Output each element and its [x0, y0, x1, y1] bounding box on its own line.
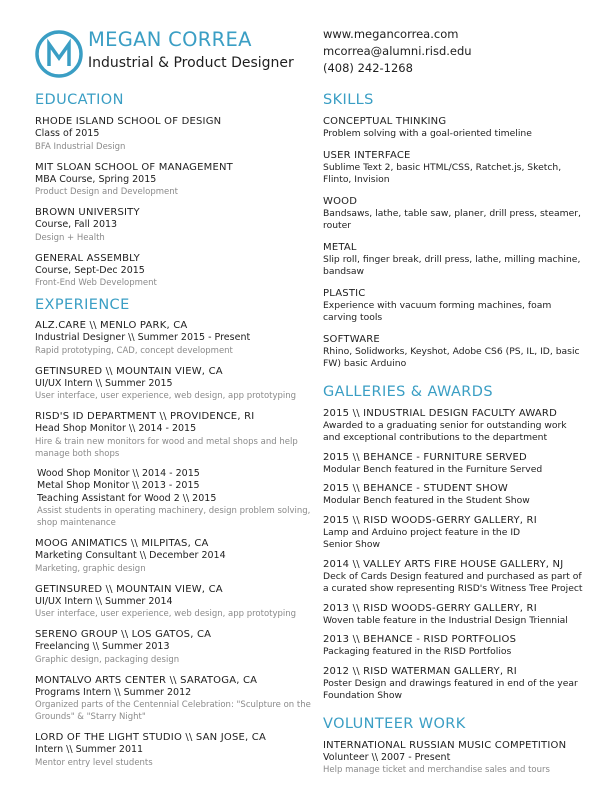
entry-description: Graphic design, packaging design [35, 654, 180, 665]
galleries-heading: GALLERIES & AWARDS [323, 383, 493, 400]
entry-subtitle: Marketing Consultant \\ December 2014 [35, 550, 226, 561]
entry-description: User interface, user experience, web design, app prototyping [35, 391, 297, 401]
experience-heading: EXPERIENCE [35, 297, 130, 313]
entry-subtitle: Wood Shop Monitor \\ 2014 - 2015 Metal Shop Monitor \\ 2013 - 2015 Teaching Assistant for Wood 2 \\ 2015 [37, 467, 217, 504]
entry-subtitle: Programs Intern \\ Summer 2012 [35, 686, 192, 698]
entry-description: BFA Industrial Design [35, 141, 126, 152]
experience-entry [35, 731, 313, 769]
education-heading: EDUCATION [35, 92, 124, 108]
experience-list [35, 319, 313, 769]
award-entry [323, 665, 585, 703]
entry-title: BROWN UNIVERSITY [35, 207, 140, 218]
entry-title: MOOG ANIMATICS \\ MILPITAS, CA [35, 538, 209, 549]
entry-title: 2015 \\ BEHANCE - FURNITURE SERVED [323, 451, 527, 463]
entry-title: 2015 \\ RISD WOODS-GERRY GALLERY, RI [323, 514, 537, 526]
entry-description: Modular Bench featured in the Student Show [323, 495, 530, 506]
entry-description: Organized parts of the Centennial Celebration: "Sculpture on the Grounds" & "Starry Night" [35, 700, 311, 722]
experience-entry [35, 583, 313, 621]
entry-title: USER INTERFACE [323, 149, 411, 161]
entry-description: Marketing, graphic design [35, 563, 146, 574]
entry-title: 2015 \\ INDUSTRIAL DESIGN FACULTY AWARD [323, 407, 557, 419]
education-list [35, 115, 313, 289]
entry-description: Bandsaws, lathe, table saw, planer, drill press, steamer, router [323, 207, 581, 231]
entry-title: MIT SLOAN SCHOOL OF MANAGEMENT [35, 161, 233, 173]
entry-title: 2013 \\ BEHANCE - RISD PORTFOLIOS [323, 634, 517, 645]
entry-description: Design + Health [35, 232, 105, 243]
entry-title: LORD OF THE LIGHT STUDIO \\ SAN JOSE, CA [35, 732, 267, 743]
entry-description: Problem solving with a goal-oriented timeline [323, 128, 532, 139]
entry-description: Rapid prototyping, CAD, concept development [35, 345, 233, 356]
education-entry [35, 206, 313, 244]
left-column [35, 91, 313, 769]
experience-entry [35, 628, 313, 666]
skill-entry [323, 149, 585, 187]
role-subtitle: Industrial & Product Designer [88, 55, 294, 71]
entry-title: GENERAL ASSEMBLY [35, 252, 140, 264]
education-entry [35, 252, 313, 290]
entry-title: SERENO GROUP \\ LOS GATOS, CA [35, 629, 212, 640]
entry-title: GETINSURED \\ MOUNTAIN VIEW, CA [35, 365, 223, 377]
entry-title: 2015 \\ BEHANCE - STUDENT SHOW [323, 483, 509, 494]
skill-entry [323, 195, 585, 233]
phone-number: (408) 242-1268 [323, 61, 413, 75]
entry-description: User interface, user experience, web design, app prototyping [35, 609, 297, 619]
entry-description: Woven table feature in the Industrial Design Triennial [323, 614, 568, 626]
entry-subtitle: Course, Sept-Dec 2015 [35, 264, 145, 276]
galleries-list [323, 407, 585, 703]
award-entry [323, 602, 585, 628]
entry-subtitle: Class of 2015 [35, 128, 100, 139]
entry-description: Poster Design and drawings featured in end of the year Foundation Show [323, 677, 578, 701]
entry-title: GETINSURED \\ MOUNTAIN VIEW, CA [35, 583, 223, 595]
entry-title: METAL [323, 241, 357, 253]
entry-description: Packaging featured in the RISD Portfolios [323, 646, 512, 657]
award-entry [323, 407, 585, 445]
entry-title: 2014 \\ VALLEY ARTS FIRE HOUSE GALLERY, NJ [323, 558, 564, 570]
experience-entry [35, 674, 313, 724]
award-entry [323, 633, 585, 659]
right-column [323, 91, 585, 776]
award-entry [323, 451, 585, 477]
entry-title: RISD'S ID DEPARTMENT \\ PROVIDENCE, RI [35, 411, 255, 422]
skill-entry [323, 333, 585, 371]
contact-block [323, 26, 472, 77]
entry-description: Lamp and Arduino project feature in the ID Senior Show [323, 526, 521, 550]
award-entry [323, 482, 585, 508]
entry-title: RHODE ISLAND SCHOOL OF DESIGN [35, 116, 222, 127]
entry-description: Experience with vacuum forming machines, foam carving tools [323, 299, 552, 323]
entry-title: 2013 \\ RISD WOODS-GERRY GALLERY, RI [323, 602, 537, 614]
entry-title: WOOD [323, 195, 358, 207]
entry-subtitle: Freelancing \\ Summer 2013 [35, 641, 170, 652]
award-entry [323, 514, 585, 552]
skill-entry [323, 287, 585, 325]
email-link[interactable]: mcorrea@alumni.risd.edu [323, 44, 472, 58]
education-entry [35, 115, 313, 153]
entry-title: ALZ.CARE \\ MENLO PARK, CA [35, 320, 188, 331]
skill-entry [323, 115, 585, 141]
entry-subtitle: Course, Fall 2013 [35, 219, 118, 230]
entry-description: Slip roll, finger break, drill press, lathe, milling machine, bandsaw [323, 253, 581, 277]
entry-title: CONCEPTUAL THINKING [323, 116, 447, 127]
entry-description: Awarded to a graduating senior for outstanding work and exceptional contributions to the department [323, 419, 567, 443]
entry-description: Hire & train new monitors for wood and metal shops and help manage both shops [35, 436, 298, 459]
entry-title: INTERNATIONAL RUSSIAN MUSIC COMPETITION [323, 739, 567, 751]
entry-description: Rhino, Solidworks, Keyshot, Adobe CS6 (PS, IL, ID, basic FW) basic Arduino [323, 345, 580, 369]
entry-description: Modular Bench featured in the Furniture Served [323, 463, 543, 475]
entry-description: Help manage ticket and merchandise sales and tours [323, 765, 550, 775]
name-heading: MEGAN CORREA [88, 28, 252, 51]
entry-description: Front-End Web Development [35, 278, 157, 288]
experience-entry [35, 365, 313, 403]
entry-description: Sublime Text 2, basic HTML/CSS, Ratchet.js, Sketch, Flinto, Invision [323, 161, 562, 185]
entry-title: PLASTIC [323, 287, 366, 299]
entry-description: Mentor entry level students [35, 757, 153, 768]
logo-monogram [34, 29, 84, 79]
entry-title: SOFTWARE [323, 333, 380, 345]
experience-entry [35, 319, 313, 357]
entry-subtitle: UI/UX Intern \\ Summer 2014 [35, 595, 173, 607]
entry-title: 2012 \\ RISD WATERMAN GALLERY, RI [323, 665, 517, 677]
award-entry [323, 558, 585, 596]
entry-description: Assist students in operating machinery, design problem solving, shop maintenance [37, 506, 311, 528]
skill-entry [323, 241, 585, 279]
entry-description: Product Design and Development [35, 187, 178, 197]
entry-subtitle: Volunteer \\ 2007 - Present [323, 751, 451, 763]
volunteer-heading: VOLUNTEER WORK [323, 715, 466, 732]
skills-heading: SKILLS [323, 92, 374, 108]
experience-entry [35, 410, 313, 460]
entry-subtitle: UI/UX Intern \\ Summer 2015 [35, 377, 173, 389]
experience-entry [35, 468, 313, 530]
entry-title: MONTALVO ARTS CENTER \\ SARATOGA, CA [35, 674, 258, 686]
entry-subtitle: MBA Course, Spring 2015 [35, 173, 157, 185]
entry-subtitle: Intern \\ Summer 2011 [35, 744, 144, 755]
volunteer-list [323, 739, 585, 777]
entry-subtitle: Head Shop Monitor \\ 2014 - 2015 [35, 423, 197, 434]
skills-list [323, 115, 585, 371]
entry-description: Deck of Cards Design featured and purchased as part of a curated show representing RISD's Witness Tree Project [323, 570, 583, 594]
experience-entry [35, 537, 313, 575]
website-link[interactable]: www.megancorrea.com [323, 27, 459, 41]
education-entry [35, 161, 313, 199]
entry-subtitle: Industrial Designer \\ Summer 2015 - Present [35, 332, 251, 343]
volunteer-entry [323, 739, 585, 777]
